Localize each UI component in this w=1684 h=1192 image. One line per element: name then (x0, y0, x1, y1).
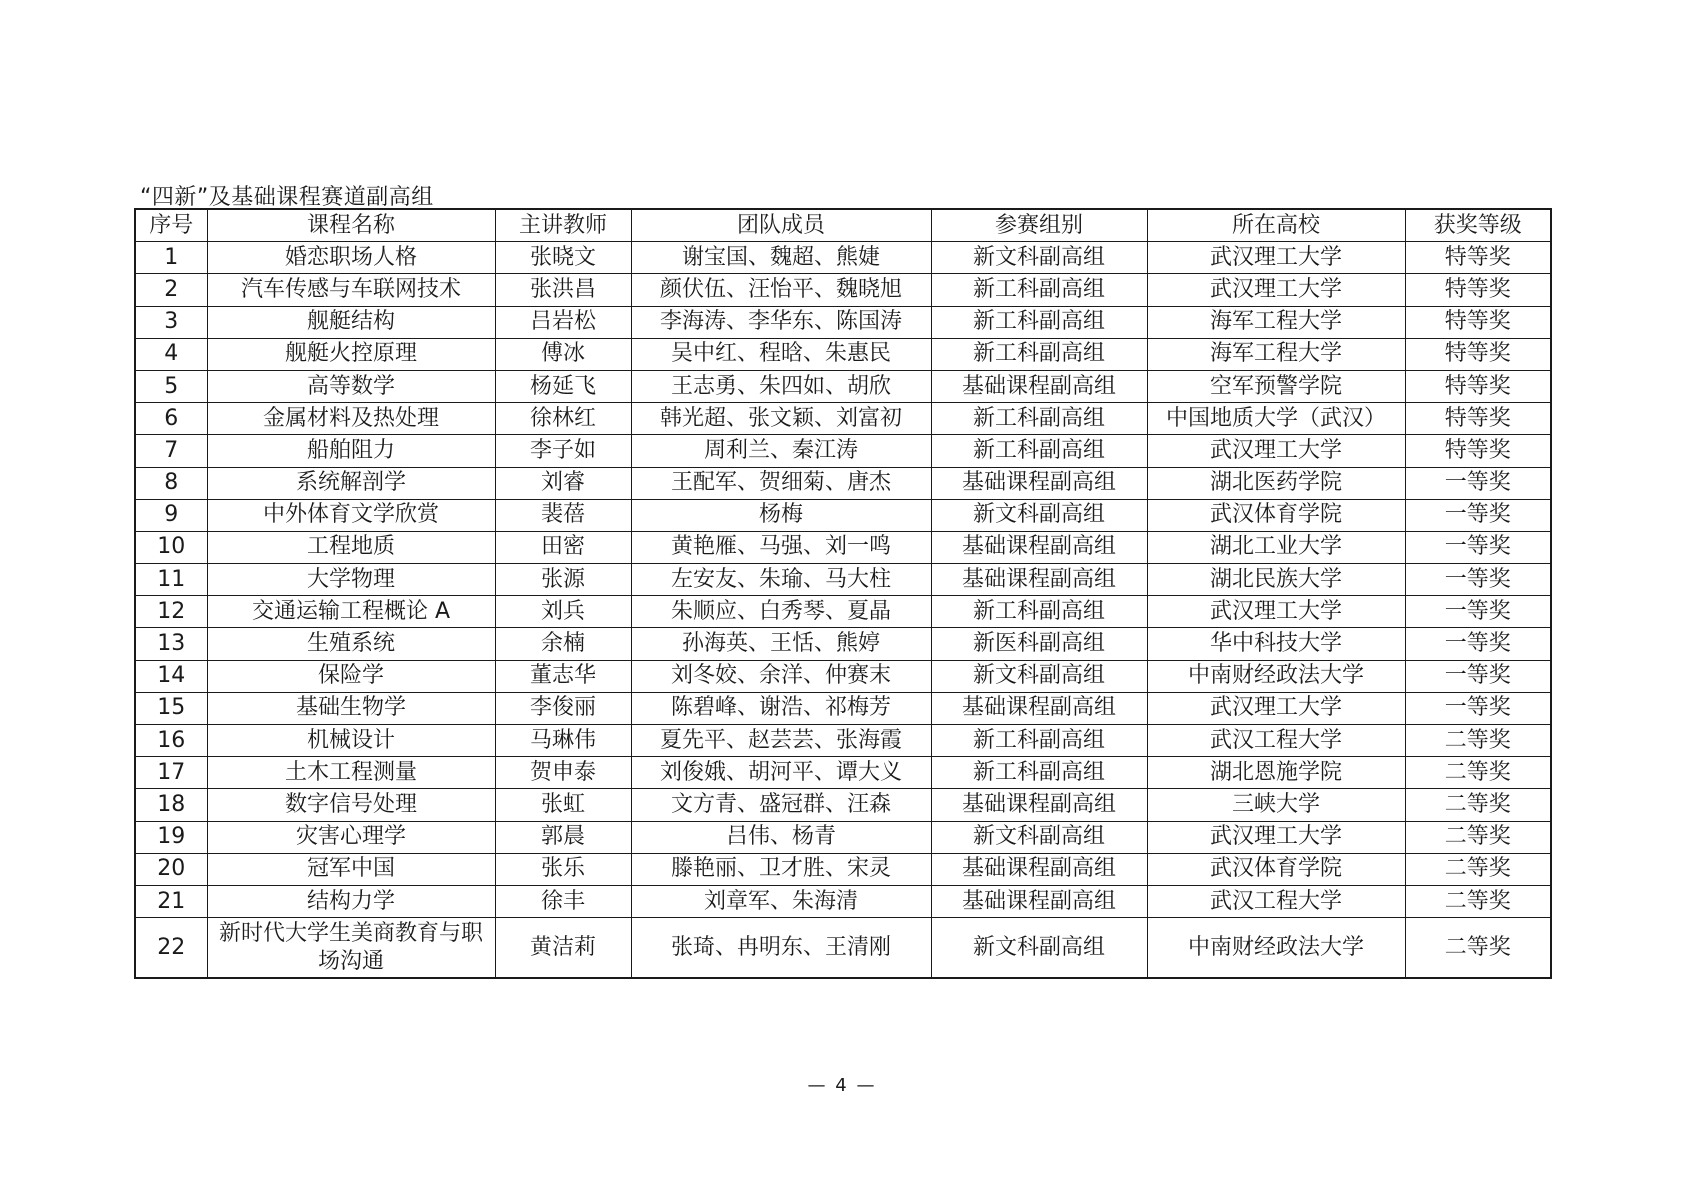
cell-team: 李海涛、李华东、陈国涛 (631, 306, 931, 338)
cell-teacher: 李子如 (495, 435, 631, 467)
cell-index: 4 (135, 338, 207, 370)
cell-course: 船舶阻力 (207, 435, 495, 467)
table-row (135, 435, 1551, 467)
cell-course: 数字信号处理 (207, 789, 495, 821)
cell-team: 韩光超、张文颖、刘富初 (631, 403, 931, 435)
cell-university: 湖北恩施学院 (1147, 757, 1405, 789)
cell-teacher: 李俊丽 (495, 692, 631, 724)
cell-teacher: 裴蓓 (495, 499, 631, 531)
awards-table (134, 208, 1552, 979)
cell-team: 黄艳雁、马强、刘一鸣 (631, 531, 931, 563)
cell-group: 新文科副高组 (931, 821, 1147, 853)
cell-teacher: 刘睿 (495, 467, 631, 499)
table-row (135, 853, 1551, 885)
cell-index: 20 (135, 853, 207, 885)
cell-group: 新工科副高组 (931, 338, 1147, 370)
cell-index: 1 (135, 242, 207, 274)
cell-university: 华中科技大学 (1147, 628, 1405, 660)
header-index: 序号 (135, 209, 207, 242)
cell-course: 冠军中国 (207, 853, 495, 885)
cell-university: 湖北工业大学 (1147, 531, 1405, 563)
cell-course: 机械设计 (207, 725, 495, 757)
cell-course: 土木工程测量 (207, 757, 495, 789)
header-row (135, 209, 1551, 242)
cell-university: 湖北民族大学 (1147, 564, 1405, 596)
cell-group: 基础课程副高组 (931, 370, 1147, 402)
cell-index: 11 (135, 564, 207, 596)
cell-university: 海军工程大学 (1147, 306, 1405, 338)
cell-course: 结构力学 (207, 885, 495, 917)
cell-index: 15 (135, 692, 207, 724)
cell-index: 16 (135, 725, 207, 757)
cell-award: 一等奖 (1405, 499, 1551, 531)
cell-university: 空军预警学院 (1147, 370, 1405, 402)
cell-group: 新文科副高组 (931, 499, 1147, 531)
cell-team: 吴中红、程晗、朱惠民 (631, 338, 931, 370)
cell-team: 张琦、冉明东、王清刚 (631, 918, 931, 979)
cell-teacher: 傅冰 (495, 338, 631, 370)
cell-teacher: 杨延飞 (495, 370, 631, 402)
cell-award: 二等奖 (1405, 789, 1551, 821)
page-number: — 4 — (807, 1075, 877, 1096)
cell-course: 保险学 (207, 660, 495, 692)
cell-award: 特等奖 (1405, 435, 1551, 467)
table-row (135, 660, 1551, 692)
cell-index: 21 (135, 885, 207, 917)
table-row (135, 821, 1551, 853)
table-row (135, 564, 1551, 596)
cell-team: 文方青、盛冠群、汪森 (631, 789, 931, 821)
cell-index: 7 (135, 435, 207, 467)
cell-team: 颜伏伍、汪怡平、魏晓旭 (631, 274, 931, 306)
table-row (135, 692, 1551, 724)
cell-team: 左安友、朱瑜、马大柱 (631, 564, 931, 596)
cell-university: 武汉工程大学 (1147, 725, 1405, 757)
cell-course: 系统解剖学 (207, 467, 495, 499)
cell-team: 杨梅 (631, 499, 931, 531)
cell-group: 新工科副高组 (931, 306, 1147, 338)
cell-index: 14 (135, 660, 207, 692)
cell-index: 19 (135, 821, 207, 853)
cell-award: 二等奖 (1405, 757, 1551, 789)
header-course: 课程名称 (207, 209, 495, 242)
cell-course: 交通运输工程概论 A (207, 596, 495, 628)
cell-award: 一等奖 (1405, 467, 1551, 499)
cell-group: 基础课程副高组 (931, 467, 1147, 499)
cell-teacher: 田密 (495, 531, 631, 563)
cell-award: 特等奖 (1405, 306, 1551, 338)
table-row (135, 918, 1551, 979)
cell-team: 王志勇、朱四如、胡欣 (631, 370, 931, 402)
cell-team: 吕伟、杨青 (631, 821, 931, 853)
header-award: 获奖等级 (1405, 209, 1551, 242)
cell-group: 基础课程副高组 (931, 853, 1147, 885)
cell-award: 二等奖 (1405, 918, 1551, 979)
cell-teacher: 张虹 (495, 789, 631, 821)
table-row (135, 789, 1551, 821)
table-row (135, 467, 1551, 499)
cell-index: 9 (135, 499, 207, 531)
header-university: 所在高校 (1147, 209, 1405, 242)
cell-group: 新文科副高组 (931, 242, 1147, 274)
cell-team: 陈碧峰、谢浩、祁梅芳 (631, 692, 931, 724)
table-row (135, 306, 1551, 338)
table-row (135, 242, 1551, 274)
table-row (135, 274, 1551, 306)
cell-teacher: 张晓文 (495, 242, 631, 274)
cell-team: 孙海英、王恬、熊婷 (631, 628, 931, 660)
cell-index: 13 (135, 628, 207, 660)
cell-teacher: 贺申泰 (495, 757, 631, 789)
cell-index: 22 (135, 918, 207, 979)
cell-university: 三峡大学 (1147, 789, 1405, 821)
cell-university: 武汉理工大学 (1147, 274, 1405, 306)
cell-award: 一等奖 (1405, 660, 1551, 692)
cell-teacher: 余楠 (495, 628, 631, 660)
cell-team: 滕艳丽、卫才胜、宋灵 (631, 853, 931, 885)
cell-team: 王配军、贺细菊、唐杰 (631, 467, 931, 499)
header-team: 团队成员 (631, 209, 931, 242)
cell-teacher: 黄洁莉 (495, 918, 631, 979)
cell-course: 高等数学 (207, 370, 495, 402)
table-row (135, 628, 1551, 660)
cell-group: 基础课程副高组 (931, 531, 1147, 563)
table-row (135, 596, 1551, 628)
cell-university: 中南财经政法大学 (1147, 660, 1405, 692)
cell-university: 中国地质大学（武汉） (1147, 403, 1405, 435)
cell-university: 武汉理工大学 (1147, 242, 1405, 274)
table-row (135, 531, 1551, 563)
cell-course: 中外体育文学欣赏 (207, 499, 495, 531)
cell-award: 特等奖 (1405, 274, 1551, 306)
cell-university: 武汉体育学院 (1147, 499, 1405, 531)
cell-teacher: 徐丰 (495, 885, 631, 917)
cell-index: 12 (135, 596, 207, 628)
cell-teacher: 张源 (495, 564, 631, 596)
cell-course: 大学物理 (207, 564, 495, 596)
cell-award: 特等奖 (1405, 338, 1551, 370)
cell-course: 新时代大学生美商教育与职场沟通 (207, 918, 495, 979)
cell-index: 18 (135, 789, 207, 821)
cell-teacher: 马琳伟 (495, 725, 631, 757)
cell-course: 工程地质 (207, 531, 495, 563)
cell-group: 新医科副高组 (931, 628, 1147, 660)
cell-group: 基础课程副高组 (931, 564, 1147, 596)
cell-group: 新文科副高组 (931, 660, 1147, 692)
cell-award: 二等奖 (1405, 725, 1551, 757)
cell-course: 舰艇结构 (207, 306, 495, 338)
cell-team: 朱顺应、白秀琴、夏晶 (631, 596, 931, 628)
cell-teacher: 董志华 (495, 660, 631, 692)
cell-award: 一等奖 (1405, 531, 1551, 563)
cell-award: 二等奖 (1405, 885, 1551, 917)
header-group: 参赛组别 (931, 209, 1147, 242)
cell-course: 金属材料及热处理 (207, 403, 495, 435)
cell-teacher: 吕岩松 (495, 306, 631, 338)
cell-award: 一等奖 (1405, 628, 1551, 660)
cell-course: 婚恋职场人格 (207, 242, 495, 274)
cell-index: 2 (135, 274, 207, 306)
cell-university: 武汉工程大学 (1147, 885, 1405, 917)
cell-group: 基础课程副高组 (931, 789, 1147, 821)
cell-index: 17 (135, 757, 207, 789)
cell-team: 周利兰、秦江涛 (631, 435, 931, 467)
cell-course: 汽车传感与车联网技术 (207, 274, 495, 306)
cell-course: 灾害心理学 (207, 821, 495, 853)
cell-course: 基础生物学 (207, 692, 495, 724)
cell-university: 武汉理工大学 (1147, 692, 1405, 724)
cell-index: 8 (135, 467, 207, 499)
cell-team: 谢宝国、魏超、熊婕 (631, 242, 931, 274)
table-row (135, 725, 1551, 757)
cell-index: 10 (135, 531, 207, 563)
cell-team: 刘俊娥、胡河平、谭大义 (631, 757, 931, 789)
cell-university: 武汉理工大学 (1147, 435, 1405, 467)
cell-university: 武汉理工大学 (1147, 596, 1405, 628)
table-row (135, 885, 1551, 917)
cell-university: 武汉理工大学 (1147, 821, 1405, 853)
cell-team: 刘冬姣、余洋、仲赛末 (631, 660, 931, 692)
cell-university: 中南财经政法大学 (1147, 918, 1405, 979)
cell-group: 新工科副高组 (931, 274, 1147, 306)
cell-course: 舰艇火控原理 (207, 338, 495, 370)
cell-teacher: 刘兵 (495, 596, 631, 628)
cell-group: 新文科副高组 (931, 918, 1147, 979)
cell-group: 新工科副高组 (931, 403, 1147, 435)
cell-group: 基础课程副高组 (931, 692, 1147, 724)
cell-award: 特等奖 (1405, 242, 1551, 274)
cell-group: 新工科副高组 (931, 725, 1147, 757)
cell-award: 二等奖 (1405, 821, 1551, 853)
cell-award: 一等奖 (1405, 692, 1551, 724)
cell-team: 夏先平、赵芸芸、张海霞 (631, 725, 931, 757)
table-row (135, 757, 1551, 789)
cell-award: 特等奖 (1405, 370, 1551, 402)
cell-teacher: 徐林红 (495, 403, 631, 435)
cell-group: 新工科副高组 (931, 757, 1147, 789)
table-row (135, 338, 1551, 370)
cell-group: 新工科副高组 (931, 596, 1147, 628)
header-teacher: 主讲教师 (495, 209, 631, 242)
cell-index: 3 (135, 306, 207, 338)
cell-course: 生殖系统 (207, 628, 495, 660)
cell-university: 湖北医药学院 (1147, 467, 1405, 499)
cell-university: 武汉体育学院 (1147, 853, 1405, 885)
cell-award: 一等奖 (1405, 596, 1551, 628)
cell-teacher: 张洪昌 (495, 274, 631, 306)
cell-teacher: 张乐 (495, 853, 631, 885)
cell-team: 刘章军、朱海清 (631, 885, 931, 917)
cell-index: 6 (135, 403, 207, 435)
table-row (135, 370, 1551, 402)
cell-award: 特等奖 (1405, 403, 1551, 435)
cell-group: 新工科副高组 (931, 435, 1147, 467)
cell-teacher: 郭晨 (495, 821, 631, 853)
cell-award: 一等奖 (1405, 564, 1551, 596)
cell-university: 海军工程大学 (1147, 338, 1405, 370)
cell-award: 二等奖 (1405, 853, 1551, 885)
table-row (135, 403, 1551, 435)
table-caption: “四新”及基础课程赛道副高组 (140, 185, 434, 210)
cell-group: 基础课程副高组 (931, 885, 1147, 917)
cell-index: 5 (135, 370, 207, 402)
table-row (135, 499, 1551, 531)
